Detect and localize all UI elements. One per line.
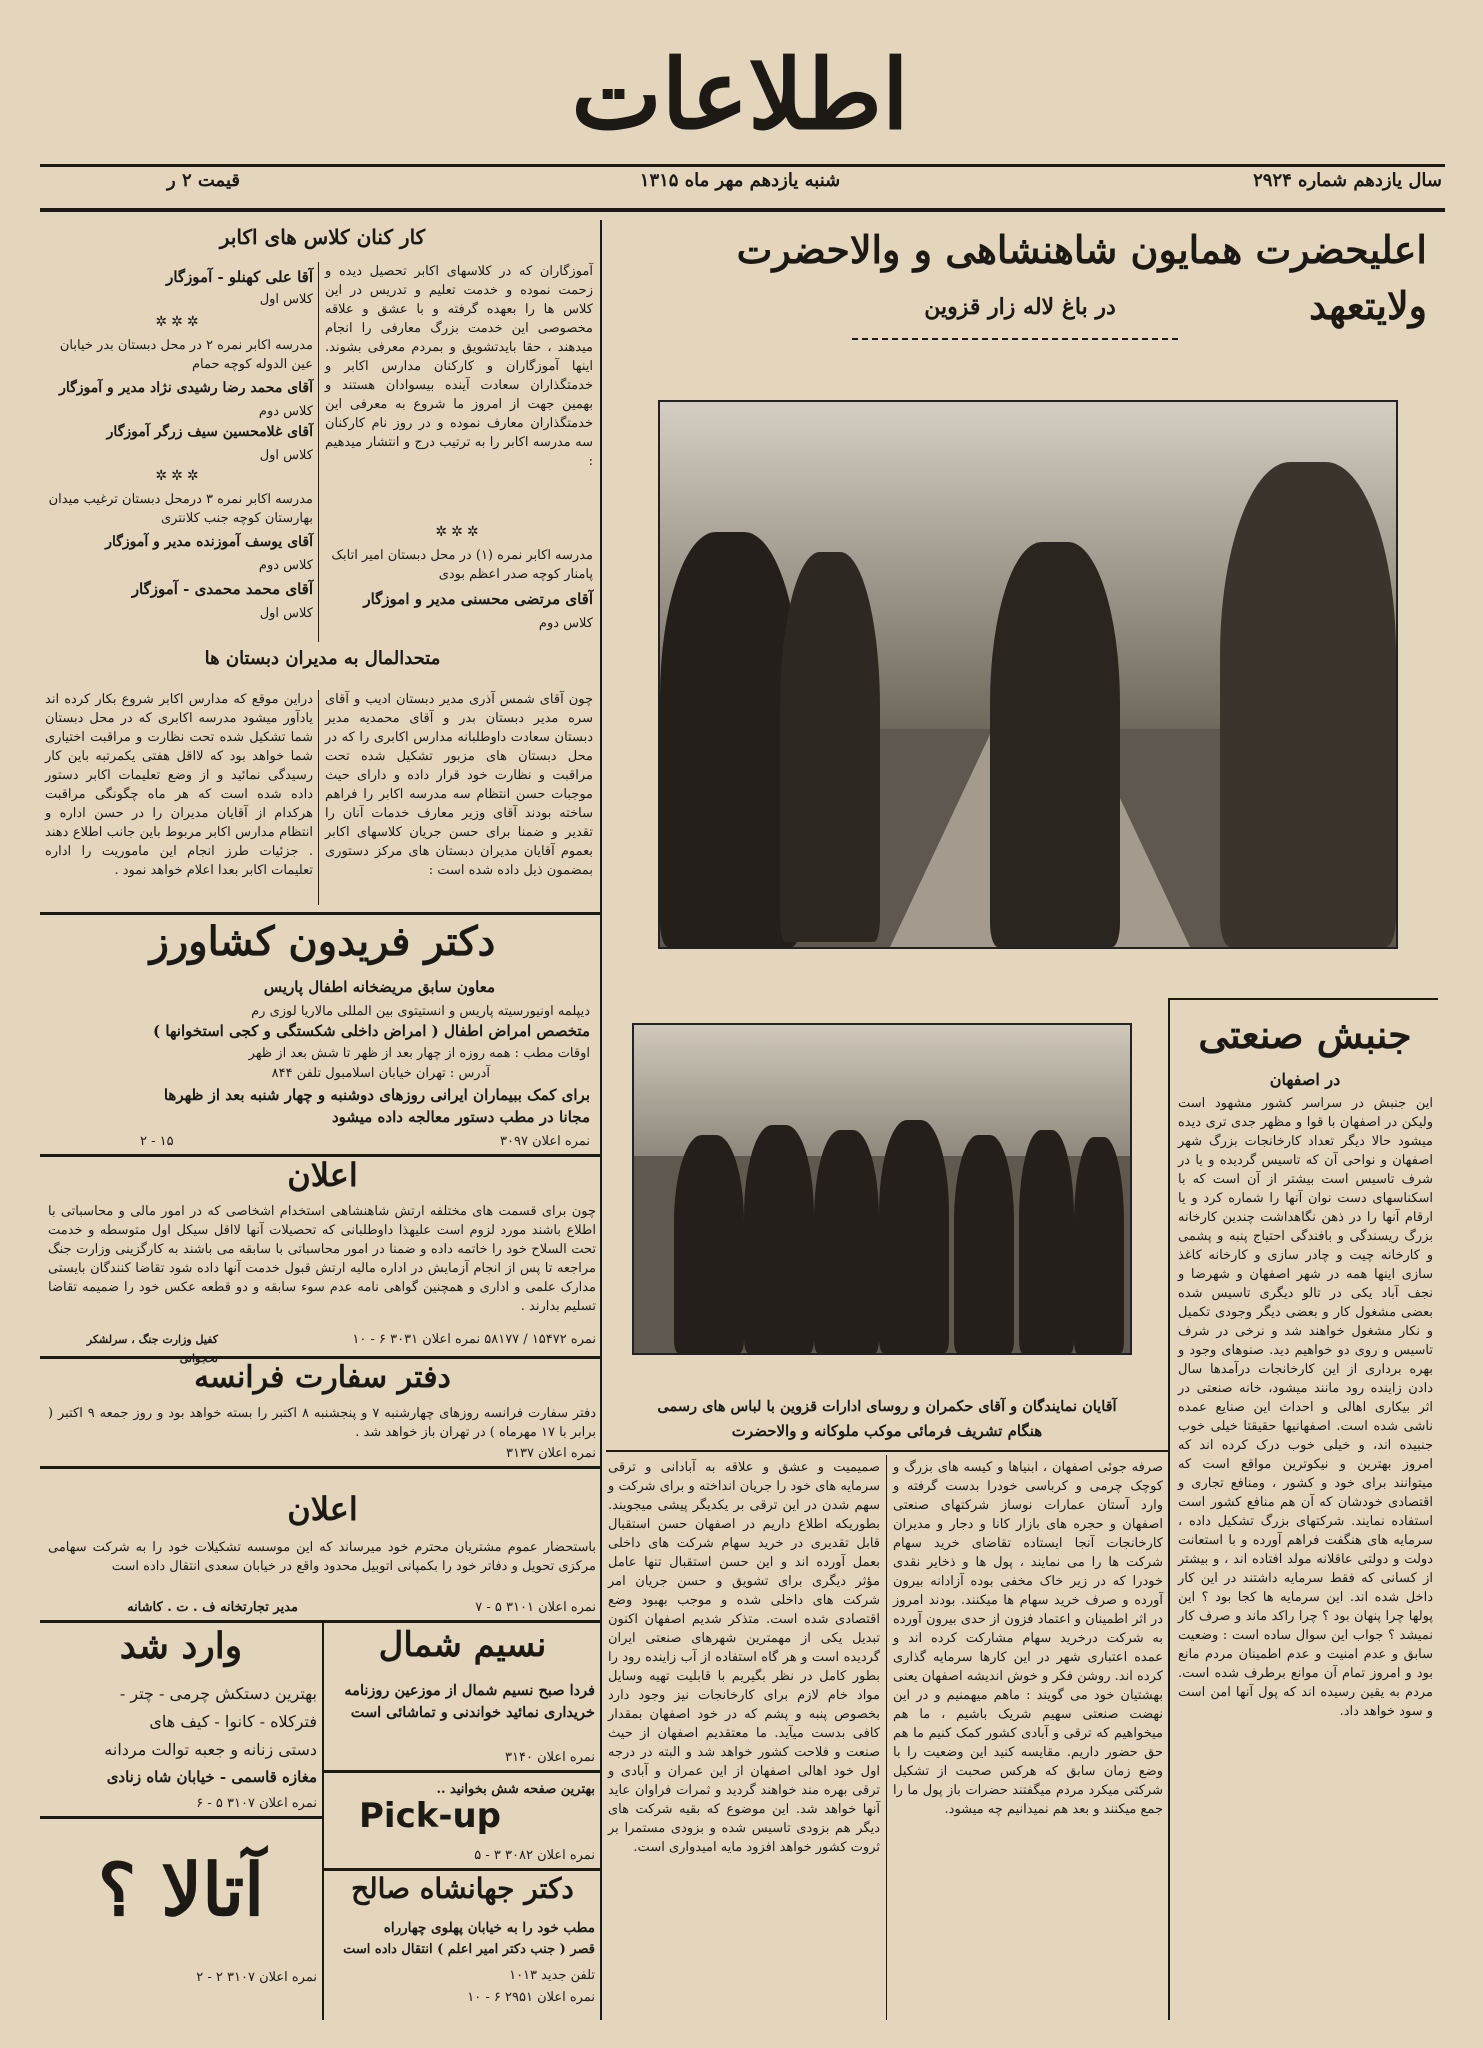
doctor-name: دکتر فریدون کشاورز	[149, 918, 496, 965]
doctor-line-5: آدرس : تهران خیابان اسلامبول تلفن ۸۴۴	[271, 1066, 490, 1081]
embassy-body: دفتر سفارت فرانسه روزهای چهارشنبه ۷ و پنجشنبه ۸ اکتبر را بسته خواهد بود و روز جمعه ۹ اکتبر ( برابر با ۱۷ مهرماه ) در تهران باز خواهد شد .	[48, 1406, 597, 1440]
industry-box-top	[1168, 998, 1438, 1000]
staff-2: آقای محمد رضا رشیدی نژاد مدیر و آموزگار	[59, 380, 313, 396]
doctor2-line-1: مطب خود را به خیابان پهلوی چهارراه	[383, 1920, 595, 1936]
notice-2-title: اعلان	[287, 1490, 358, 1528]
ornament-2: ✲✲✲	[155, 314, 203, 330]
pickup-word: Pick-up	[359, 1796, 501, 1836]
adult-classes-title: کار کنان کلاس های اکابر	[219, 225, 426, 249]
doctor2-line-2: قصر ( جنب دکتر امیر اعلم ) انتقال داده است	[343, 1942, 595, 1957]
rule-embassy	[40, 1466, 600, 1469]
staff-4: آقای یوسف آموزنده مدیر و آموزگار	[105, 534, 313, 550]
second-photo-caption-1: آقایان نمایندگان و آقای حکمران و روسای ادارات قزوین با لباس های رسمی	[657, 1398, 1117, 1415]
arrived-line-2: فترکلاه - کانوا - کیف های	[149, 1712, 317, 1731]
industry-body: این جنبش در سراسر کشور مشهود است ولیکن در اصفهان با قوا و مظهر جدی تری دیده میشود حالا دیگر تعداد کارخانجات بزرگ شهر اصفهان و نواحی آن که تاسیس گردیده و یا در شرف تاسیس است بیشتر از آن است که با اسکناسهای دست نوان آنها را شماره کرد و یا ارقام آنها را در ذهن نگاهداشت چندین کارخانه بزرگ ریسندگی و بافندگی احتیاج پنبه و پشمی و کارخانه چیت و چادر سازی و کارخانه کاغذ سازی اینها همه در شهر اصفهان و شهرضا و نجف آباد یکی در تالو دیگری تاسیس شده بعضی مشغول کار و بعضی دیگر وجودی تکمیل و نکار مشغول خواهند شد و نرخی در شرف تاسیس و روی دو خواهیم دید. صنوهای وجود و بهره برداری از این کارخانجات درآمدها سال دادن زاینده رود مانند میشود، خانه صنعتی در اثر بیکاری اهالی و احداث این صنایع عمده ناشی شده است. اصفهانیها حقیقتا خیلی خوب جنبیده اند، و خیلی خوب درک کرده اند که امروز بهترین و نیکوترین مواقع است که میتوانند برای خود و کشور ، ومنافع تجاری و اقتصادی خودشان که آن هم منافع کشور است استفاده نمایند. شرکتهای بزرگ تشکیل داده ، سرمایه های هنگفت فراهم آورده و با استعانت دولت و دولتی عاقلانه مولد افتاده اند ، و بیشتر از کسانی که فقط سرمایه داشتند در این کار داخل شده اند. این سرمایه ها کجا بود ؟ این پولها چرا پنهان بود ؟ چرا راکد ماند و صرف کار نمیشد ؟ جواب این سوال ساده است : وضعیت سابق و عدم امنیت و عدم اطمینان مردم مانع بود و امروز تمام آن موانع برطرف شده است. مردم به یقین رسیده اند که پول آنها امن است و سود خواهد داد.	[1178, 1096, 1433, 1719]
staff-1-class: کلاس اول	[259, 292, 313, 307]
rule-arrived	[40, 1816, 323, 1819]
masthead-year-number: سال یازدهم شماره ۲۹۲۴	[1253, 170, 1442, 191]
masthead-title: اطلاعات	[571, 38, 909, 151]
ornament-1: ✲✲✲	[435, 524, 483, 540]
doctor-line-3: متخصص امراض اطفال ( امراض داخلی شکستگی و کجی استخوانها )	[153, 1022, 590, 1040]
doctor-ref: نمره اعلان ۳۰۹۷	[500, 1134, 590, 1149]
staff-4-class: کلاس دوم	[258, 558, 313, 573]
staff-3: آقای غلامحسین سیف زرگر آموزگار	[106, 424, 313, 440]
doctor2-ref: نمره اعلان ۲۹۵۱ ۶ - ۱۰	[467, 1990, 595, 2005]
doctor-line-6: برای کمک ببیماران ایرانی روزهای دوشنبه و چهار شنبه بعد از ظهرها	[163, 1086, 590, 1104]
staff-5-class: کلاس اول	[259, 606, 313, 621]
notice-2-body: باستحضار عموم مشتریان محترم خود میرساند که این موسسه تشکیلات خود را به شرکت سهامی مرکزی تحویل و دفاتر خود را بکمپانی اتوبیل محدود واقع در خیابان سعدی انتقال داده است	[48, 1540, 596, 1574]
notice-1-title: اعلان	[287, 1156, 358, 1194]
circular-right: چون آقای شمس آذری مدیر دبستان ادیب و آقای سره مدیر دبستان بدر و آقای محمدیه مدیر دبستان سعادت داوطلبانه مدارس اکابری را که در محل دبستان های مزبور تشکیل شده تحت مراقبت و نظارت خود قرار داده و دارای حیث موجبات حسن انتظام سه مدرسه اکابر را فراهم ساخته بودند آقای وزیر معارف خدمات آنان را تقدیر و ضمنا برای حسن جریان کلاسهای اکابر بعموم آقایان مدیران دبستان های مرکز دستوری بمضمون ذیل داده شده است :	[325, 692, 593, 878]
industry-box-left	[1168, 998, 1170, 2020]
main-photo	[658, 400, 1398, 949]
doctor-line-1: معاون سابق مریضخانه اطفال پاریس	[263, 978, 495, 996]
notice-1-body: چون برای قسمت های مختلفه ارتش شاهنشاهی استخدام اشخاصی که در امور مالی و محاسباتی با اطلاع باشند مورد لزوم است علیهذا داوطلبانی که تحصیلات آنها لااقل سیکل اول متوسطه و خدمت تحت السلاح خود را خاتمه داده و ضمنا در امور محاسباتی با سابقه می باشند به کارگزینی وزارت جنگ مراجعه تا پس از انجام آزمایش در اداره مالیه ارتش قبول خدمت آنها داده شود تقاضا کنندگان بایستی مدارک علمی و اداری و همچنین گواهی نامه عدم سوء سابقه و دو قطعه عکس خود را ضمیمه تقاضا تسلیم بدارند .	[48, 1204, 596, 1314]
second-photo-caption-2: هنگام تشریف فرمائی موکب ملوکانه و والاحضرت	[731, 1422, 1043, 1440]
adult-classes-divider	[318, 262, 319, 642]
arrived-line-4: مغازه قاسمی - خیابان شاه زنادی	[106, 1768, 317, 1786]
notice-1-ref: نمره ۱۵۴۷۲ / ۵۸۱۷۷ نمره اعلان ۳۰۳۱ ۶ - ۱۰	[352, 1332, 596, 1347]
caption-rule	[606, 1450, 1169, 1452]
staff-3-class: کلاس اول	[259, 448, 313, 463]
circular-left: دراین موقع که مدارس اکابر شروع بکار کرده اند یادآور میشود مدرسه اکابری که در محل دبستان شما تشکیل شده تحت نظارت و مراقبت اختیاری شما خواهد بود که لااقل هفتی یکمرتبه باین کار رسیدگی نمائید و از وضع تعلیمات اکابر دستور داده شده است که هر ماه چگونگی مراقبت هرکدام از آقایان مدیران را در حسن اداره و انتظام مدارس اکابر مربوط باین جانب اطلاع دهند . جزئیات طرز انجام این ماموریت را اداره تعلیمات اکابر بعدا اعلام خواهد نمود .	[45, 692, 313, 878]
atala-ref: نمره اعلان ۳۱۰۷ ۲ - ۲	[196, 1970, 317, 1985]
circular-title: متحدالمال به مدیران دبستان ها	[204, 648, 441, 669]
masthead-date: شنبه یازدهم مهر ماه ۱۳۱۵	[639, 170, 841, 191]
rule-nasim	[323, 1770, 600, 1773]
rule-notice-2	[40, 1620, 600, 1623]
nasim-body: فردا صبح نسیم شمال از موزعین روزنامه خریداری نمائید خواندنی و تماشائی است	[344, 1682, 595, 1721]
arrived-ref: نمره اعلان ۳۱۰۷ ۵ - ۶	[196, 1796, 317, 1811]
doctor-line-7: مجانا در مطب دستور معالجه داده میشود	[331, 1108, 590, 1126]
column-divider	[600, 220, 602, 2020]
notice-2-ref: نمره اعلان ۳۱۰۱ ۵ - ۷	[475, 1600, 596, 1615]
embassy-title: دفتر سفارت فرانسه	[194, 1360, 451, 1395]
school-1-staff: آقای مرتضی محسنی مدیر و اموزگار	[363, 590, 593, 608]
arrived-line-1: بهترین دستکش چرمی - چتر -	[119, 1684, 317, 1703]
pickup-best: بهترین صفحه شش بخوانید ..	[436, 1782, 595, 1797]
ornament-3: ✲✲✲	[155, 468, 203, 484]
industry-cont-left: صمیمیت و عشق و علاقه به آبادانی و ترقی سرمایه های خود را جریان انداخته و برای شرکت و سهم شدن در این ترقی بر یکدیگر پیشی میجویند. بطوریکه اطلاع داریم در اصفهان حسن استقبال قابل تقدیری در خرید سهام شرکت های داخلی بعمل آورده اند و این حسن استقبال تنها عامل مؤثر دیگری برای تشویق و حسن جریان امر شرکت های داخلی شده و موجب بهبود وضع اقتصادی شده است. متذکر شدیم اصفهان اکنون تبدیل یکی از مهمترین شهرهای صنعتی ایران گردیده است و هر گاه استفاده از آب زاینده رود را بطور کامل در نظر بگیریم با قابلیت تهیه وسایل مواد خام لازم برای کارخانجات نیز وجود دارد بخصوص پنبه و پشم که در خود اصفهان بمقدار کافی بدست میآید. ما معتقدیم اصفهان از حیث صنعت و فلاحت کشور خواهد شد و البته در درجه اول خود اهالی اصفهان از این عمران و آبادی و ترقی بهره مند خواهند گردید و ثمرات فراوان عاید آنها خواهد شد. این موضوع که بقیه شرکت های دیگر هم بزودی تاسیس شده و بزودی مستمرا بر ثروت کشور خواهد افزود مایه امیدواری است.	[608, 1460, 880, 1855]
main-headline: اعلیحضرت همایون شاهنشاهی و والاحضرت ولایتعهد	[736, 227, 1427, 328]
school-1: مدرسه اکابر نمره (۱) در محل دبستان امیر اتابک پامنار کوچه صدر اعظم بودی	[331, 548, 593, 582]
staff-2-class: کلاس دوم	[258, 404, 313, 419]
staff-5: آقای محمد محمدی - آموزگار	[131, 580, 313, 598]
pickup-ref: نمره اعلان ۳۰۸۲ ۳ - ۵	[474, 1848, 595, 1863]
school-2: مدرسه اکابر نمره ۲ در محل دبستان بدر خیابان عین الدوله کوچه حمام	[59, 338, 313, 372]
doctor-dates: ۲ - ۱۵	[140, 1134, 174, 1149]
rule-notice-1	[40, 1356, 600, 1359]
circular-divider	[318, 690, 319, 905]
industry-cont-right: صرفه جوئی اصفهان ، ابنیاها و کیسه های بزرگ و کوچک چرمی و کرباسی خودرا بدست گرفته و وارد آستان عمارات نوساز شرکتهای صنعتی اصفهان و حجره های بازار کانا و دجار و مدیران کارخانجات آنجا ایستاده تقاضای خرید سهام شرکت ها را می نمایند ، پول ها و ذخایر نقدی خودرا که در زیر خاک مخفی بوده آزادانه بیرون آورده و صرف خرید سهام ها میکنند. بودند امروز در اثر اطمینان و اعتماد فزون از حدی بیرون آورده به شرکت درخرید سهام مشارکت کرده اند و عمده اعتباری شهر در این کارها سرمایه گذاری کرده اند. روشن فکر و خوش اندیشه اصفهان یعنی بهشتیان خود می گویند : ماهم میهمنیم و در این نهضت صنعتی سهیم شریک باشیم ، ما هم میخواهیم که ترقی و آبادی کشور کمک کنیم ما هم حق حضور داریم. مقایسه کنید این وضعیت را با وضع زمان سابق که هرکس صحبت از تشکیل شرکتی میکرد مردم میگفتند حضرات باز پول ما را جمع میکنند و بعد هم نمیدانیم چه میشود.	[893, 1460, 1163, 1817]
main-subhead: در باغ لاله زار قزوین	[924, 294, 1116, 320]
adult-classes-intro: آموزگاران که در کلاسهای اکابر تحصیل دیده و زحمت نموده و خدمت تعلیم و تدریس در این کلاس ها را بعهده گرفته و با عشق و علاقه مخصوصی این خدمت بزرگ معارفی را انجام میدهند ، حقا بایدتشویق و بمردم معرفی بشوند. اینها آموزگاران و کارکنان مدارس اکابر و خدمتگذاران سعادت آینده بیسوادان هستند و بهمین جهت از امروز ما شروع به معرفی این خدمتگذاران معارف نموده و در روز نام کارکنان سه مدرسه اکابر را به ترتیب درج و انتشار میدهیم :	[325, 264, 593, 469]
atala-title: آتالا ؟	[97, 1847, 265, 1932]
doctor-line-2: دیپلمه اونیورسیته پاریس و انستیتوی بین المللی مالاریا لوزی رم	[251, 1004, 590, 1019]
embassy-ref: نمره اعلان ۳۱۳۷	[506, 1446, 596, 1461]
masthead-price: قیمت ۲ ر	[166, 170, 240, 191]
second-photo	[632, 1023, 1132, 1355]
nasim-title: نسیم شمال	[378, 1625, 547, 1665]
cont-divider	[886, 1455, 887, 2020]
masthead-rule-bottom	[40, 208, 1445, 212]
notice-2-sign: مدیر تجارتخانه ف . ت . کاشانه	[127, 1600, 298, 1615]
arrived-line-3: دستی زنانه و جعبه توالت مردانه	[104, 1740, 317, 1759]
ads-divider	[322, 1622, 324, 2020]
industry-title: جنبش صنعتی	[1198, 1012, 1412, 1057]
rule-circular	[40, 912, 600, 915]
staff-1: آقا علی کهنلو - آموزگار	[166, 268, 313, 286]
doctor-line-4: اوقات مطب : همه روزه از چهار بعد از ظهر تا شش بعد از ظهر	[248, 1046, 590, 1061]
notice-1-sign: کفیل وزارت جنگ ، سرلشکر	[86, 1333, 218, 1346]
nasim-ref: نمره اعلان ۳۱۴۰	[505, 1750, 595, 1765]
arrived-title: وارد شد	[119, 1625, 243, 1667]
industry-subtitle: در اصفهان	[1269, 1070, 1341, 1089]
masthead-rule-top	[40, 164, 1445, 167]
doctor2-name: دکتر جهانشاه صالح	[351, 1872, 574, 1905]
subhead-rule	[852, 338, 1182, 340]
rule-pickup	[323, 1868, 600, 1871]
doctor2-line-3: تلفن جدید ۱۰۱۳	[509, 1968, 595, 1983]
school-1-class: کلاس دوم	[538, 616, 593, 631]
school-3: مدرسه اکابر نمره ۳ درمحل دبستان ترغیب میدان بهارستان کوچه جنب کلانتری	[48, 492, 313, 526]
